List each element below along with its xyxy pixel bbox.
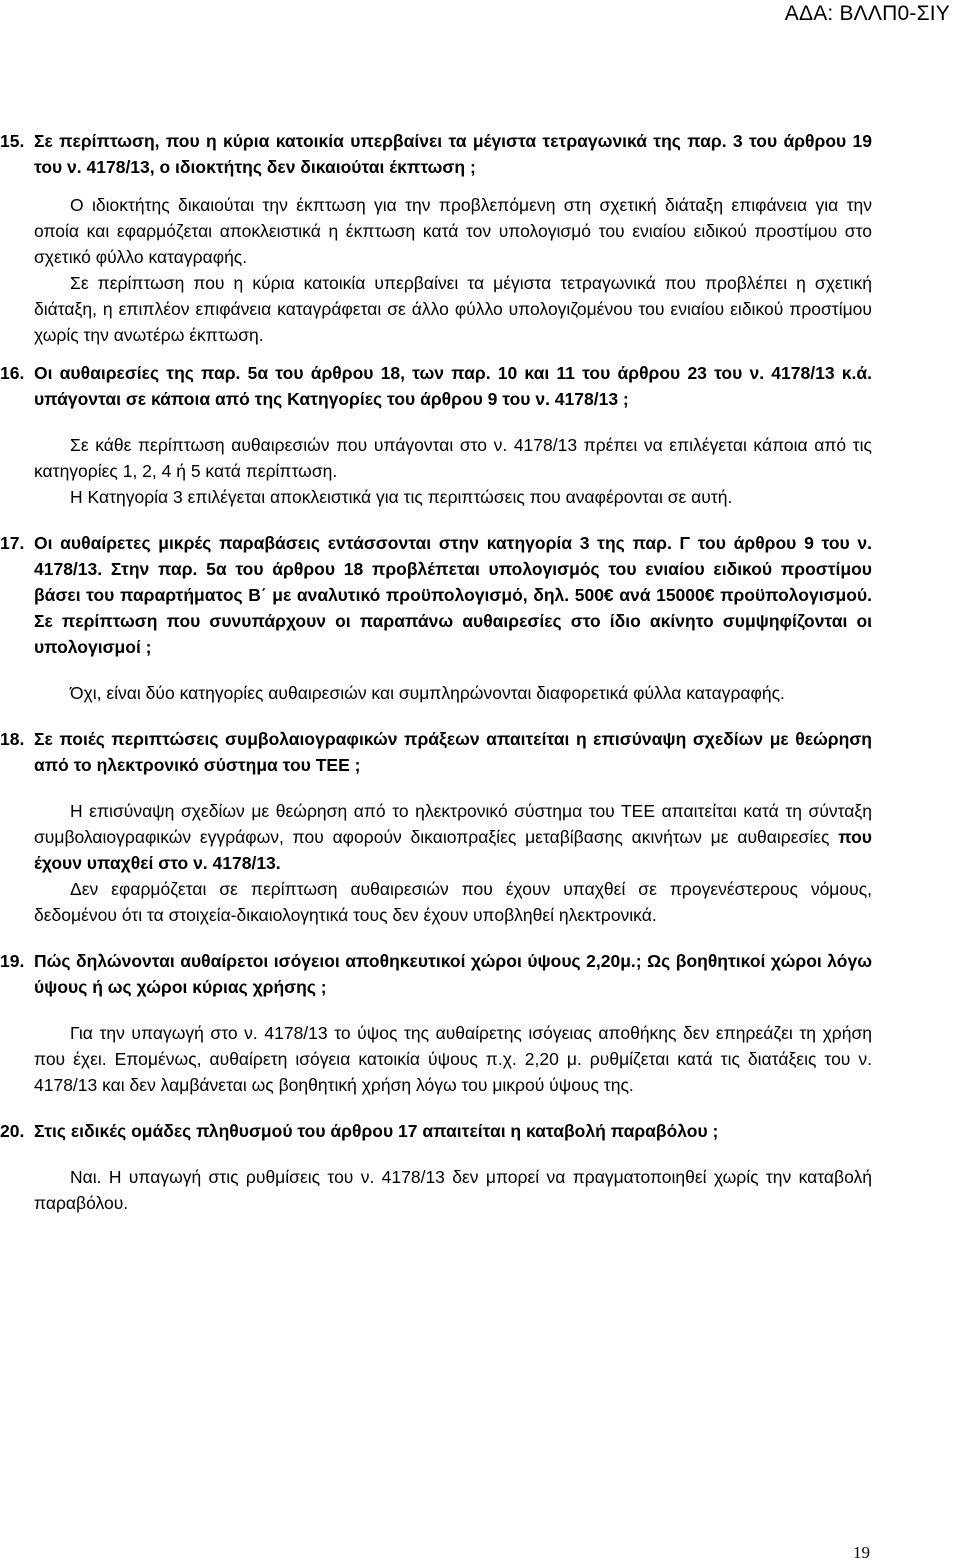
document-code: ΑΔΑ: ΒΛΛΠ0-ΣΙΥ — [784, 2, 950, 25]
question-number: 19. — [0, 951, 25, 971]
question-number: 18. — [0, 729, 25, 749]
question-text: Σε ποιές περιπτώσεις συμβολαιογραφικών πράξεων απαιτείται η επισύναψη σχεδίων με θεώρηση από το ηλεκτρονικό σύστημα του ΤΕΕ ; — [34, 729, 872, 775]
answer-emphasis: που έχουν υπαχθεί στο ν. 4178/13. — [34, 827, 872, 873]
answer-paragraph: Όχι, είναι δύο κατηγορίες αυθαιρεσιών και συμπληρώνονται διαφορετικά φύλλα καταγραφής. — [70, 683, 785, 703]
answer-paragraph: Ο ιδιοκτήτης δικαιούται την έκπτωση για την προβλεπόμενη στη σχετική διάταξη επιφάνεια για την οποία και εφαρμόζεται αποκλειστικά η έκπτωση κατά τον υπολογισμό του ενιαίου ειδικού προστίμου στο σχετικό φύλλο καταγραφής. — [34, 195, 872, 267]
answer-paragraph: Δεν εφαρμόζεται σε περίπτωση αυθαιρεσιών που έχουν υπαχθεί σε προγενέστερους νόμους, δεδομένου ότι τα στοιχεία-δικαιολογητικά τους δεν έχουν υποβληθεί ηλεκτρονικά. — [34, 879, 872, 925]
question-15 — [0, 128, 872, 180]
page-number: 19 — [853, 1543, 870, 1562]
question-18 — [0, 726, 872, 778]
answer-paragraph: Για την υπαγωγή στο ν. 4178/13 το ύψος της αυθαίρετης ισόγειας αποθήκης δεν επηρεάζει τη χρήση που έχει. Επομένως, αυθαίρετη ισόγεια κατοικία ύψους π.χ. 2,20 μ. ρυθμίζεται κατά τις διατάξεις του ν. 4178/13 και δεν λαμβάνεται ως βοηθητική χρήση λόγω του μικρού ύψους της. — [34, 1023, 872, 1095]
question-20 — [0, 1118, 872, 1144]
answer-paragraph: Ναι. Η υπαγωγή στις ρυθμίσεις του ν. 4178/13 δεν μπορεί να πραγματοποιηθεί χωρίς την καταβολή παραβόλου. — [34, 1167, 872, 1213]
answer-paragraph: Σε περίπτωση που η κύρια κατοικία υπερβαίνει τα μέγιστα τετραγωνικά που προβλέπει η σχετική διάταξη, η επιπλέον επιφάνεια καταγράφεται σε άλλο φύλλο υπολογιζομένου του ενιαίου ειδικού προστίμου χωρίς την ανωτέρω έκπτωση. — [34, 273, 872, 345]
answer-text: Η επισύναψη σχεδίων με θεώρηση από το ηλεκτρονικό σύστημα του ΤΕΕ απαιτείται κατά τη σύνταξη συμβολαιογραφικών εγγράφων, που αφορούν δικαιοπραξίες μεταβίβασης ακινήτων με αυθαιρεσίες — [34, 801, 872, 847]
question-text: Σε περίπτωση, που η κύρια κατοικία υπερβαίνει τα μέγιστα τετραγωνικά της παρ. 3 του άρθρου 19 του ν. 4178/13, ο ιδιοκτήτης δεν δικαιούται έκπτωση ; — [34, 131, 872, 177]
question-17 — [0, 530, 872, 660]
question-16 — [0, 360, 872, 412]
question-19 — [0, 948, 872, 1000]
answer-paragraph — [34, 798, 872, 876]
document-body — [0, 128, 872, 1216]
question-number: 20. — [0, 1121, 25, 1141]
question-number: 17. — [0, 533, 25, 553]
answer-paragraph: Σε κάθε περίπτωση αυθαιρεσιών που υπάγονται στο ν. 4178/13 πρέπει να επιλέγεται κάποια από τις κατηγορίες 1, 2, 4 ή 5 κατά περίπτωση. — [34, 435, 872, 481]
answer-paragraph: Η Κατηγορία 3 επιλέγεται αποκλειστικά για τις περιπτώσεις που αναφέρονται σε αυτή. — [70, 487, 733, 507]
question-number: 15. — [0, 131, 25, 151]
question-text: Πώς δηλώνονται αυθαίρετοι ισόγειοι αποθηκευτικοί χώροι ύψους 2,20μ.; Ως βοηθητικοί χώροι λόγω ύψους ή ως χώροι κύριας χρήσης ; — [34, 951, 872, 997]
question-text: Στις ειδικές ομάδες πληθυσμού του άρθρου 17 απαιτείται η καταβολή παραβόλου ; — [34, 1121, 719, 1141]
question-text: Οι αυθαίρετες μικρές παραβάσεις εντάσσονται στην κατηγορία 3 της παρ. Γ του άρθρου 9 του ν. 4178/13. Στην παρ. 5α του άρθρου 18 προβλέπεται υπολογισμός του ενιαίου ειδικού προστίμου βάσει του παραρτήματος Β΄ με αναλυτικό προϋπολογισμό, δηλ. 500€ ανά 15000€ προϋπολογισμού. Σε περίπτωση που συνυπάρχουν οι παραπάνω αυθαιρεσίες στο ίδιο ακίνητο συμψηφίζονται οι υπολογισμοί ; — [34, 533, 872, 657]
question-number: 16. — [0, 363, 25, 383]
question-text: Οι αυθαιρεσίες της παρ. 5α του άρθρου 18, των παρ. 10 και 11 του άρθρου 23 του ν. 4178/13 κ.ά. υπάγονται σε κάποια από της Κατηγορίες του άρθρου 9 του ν. 4178/13 ; — [34, 363, 872, 409]
